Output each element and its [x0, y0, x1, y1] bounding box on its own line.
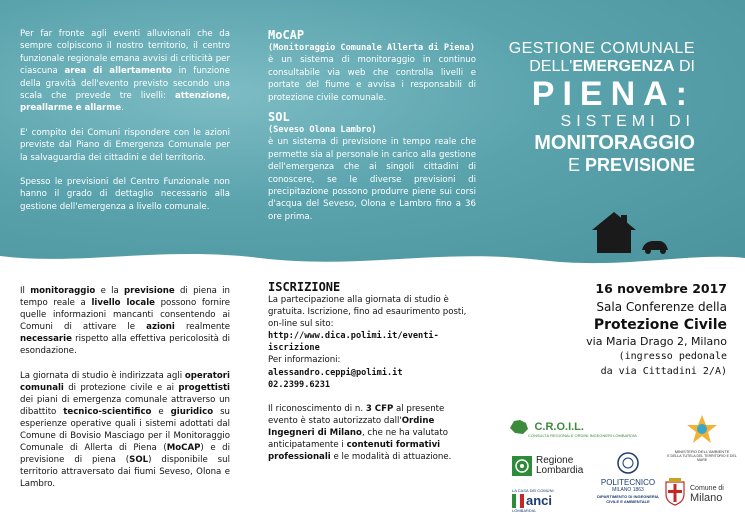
- regione-rose-icon: [512, 456, 532, 476]
- intro-paragraph-1: Per far fronte agli eventi alluvionali che da sempre colpiscono il nostro territorio, il centro funzionale regionale emana avvisi di criticità per ciascuna area di allertamento in funzione della gravità dell'evento previsto secondo una scala che prevede tre livelli: attenzione, preallarme e allarme.: [20, 29, 230, 114]
- registration-title: ISCRIZIONE: [268, 280, 341, 294]
- sol-title: SOL: [268, 110, 290, 125]
- event-entrance-2: da via Cittadini 2/A): [600, 366, 727, 377]
- title-line-3: PIENA:: [531, 75, 695, 113]
- description-paragraph-2: La giornata di studio è indirizzata agli operatori comunali di protezione civile e ai progettisti dei piani di emergenza comunale attraverso un dibattito tecnico-scientifico e giuridico su esperienze operative quali i sistemi adottati dal Comune di Bovisio Masciago per il Monitoraggio Comunale di Allerta di Piena (MoCAP) e di previsione di piena (SOL) disponibile sul territorio attraversato dai fiumi Seveso, Olona e Lambro.: [20, 370, 230, 490]
- ministero-star-icon: [685, 414, 719, 444]
- event-address: via Maria Drago 2, Milano: [586, 335, 727, 348]
- description-column: [20, 285, 230, 503]
- anci-logo: LA CASA DEI COMUNI anci LOMBARDIA: [512, 488, 554, 513]
- title-line-4: SISTEMI DI: [560, 113, 695, 130]
- mocap-description: è un sistema di monitoraggio in continuo consultabile via web che controlla livelli e portate del fiume e avvisa i responsabili di protezione civile comunale.: [268, 55, 476, 103]
- event-entrance-1: (ingresso pedonale: [618, 351, 727, 362]
- title-line-1: GESTIONE COMUNALE: [508, 40, 695, 57]
- mocap-title: MoCAP: [268, 28, 305, 42]
- event-info: [512, 280, 727, 379]
- comune-milano-logo: Comune di Milano: [664, 478, 740, 506]
- contact-email[interactable]: alessandro.ceppi@polimi.it: [268, 367, 403, 378]
- cfp-paragraph: Il riconoscimento di n. 3 CFP al presente evento è stato autorizzato dall'Ordine Ingegneri di Milano, che ne ha valutato anticipatamente i contenuti formativi professionali e le modalità di attuazione.: [268, 403, 452, 463]
- regione-lombardia-logo: Regione Lombardia: [512, 456, 592, 476]
- croil-logo: C.R.O.I.L. CONSULTA REGIONALE ORDINI INGEGNERI LOMBARDIA: [508, 418, 668, 438]
- registration-text: La partecipazione alla giornata di studio è gratuita. Iscrizione, fino ad esaurimento posti, on-line sul sito:: [268, 295, 467, 330]
- intro-paragraph-3: Spesso le previsioni del Centro Funzionale non hanno il grado di dettaglio necessario alla gestione dell'emergenza a livello comunale.: [20, 177, 230, 212]
- event-venue: Protezione Civile: [593, 317, 727, 333]
- registration-link[interactable]: http://www.dica.polimi.it/eventi-iscrizione: [268, 331, 439, 354]
- systems-column: [268, 28, 476, 223]
- event-hall: Sala Conferenze della: [596, 300, 727, 314]
- lombardy-map-icon: [508, 418, 530, 436]
- contact-phone: 02.2399.6231: [268, 379, 331, 390]
- title-line-2: DELL'EMERGENZA DI: [529, 58, 695, 75]
- title-line-6: E PREVISIONE: [567, 155, 695, 175]
- politecnico-logo: POLITECNICO MILANO 1863 DIPARTIMENTO DI INGEGNERIA CIVILE E AMBIENTALE: [588, 452, 668, 504]
- mocap-subtitle: (Monitoraggio Comunale Allerta di Piena): [268, 43, 475, 53]
- intro-column: [20, 28, 230, 213]
- title-line-5: MONITORAGGIO: [534, 132, 695, 154]
- flooded-house-icon: [588, 210, 678, 260]
- description-paragraph-1: Il monitoraggio e la previsione di piena in tempo reale a livello locale possono fornire quelle informazioni mancanti consentendo ai Comuni di attivare le azioni realmente necessarie rispetto alla effettiva pericolosità di esondazione.: [20, 286, 231, 357]
- brochure-title: [465, 40, 695, 176]
- event-date: 16 novembre 2017: [595, 281, 727, 296]
- ministero-logo: MINISTERO DELL'AMBIENTE E DELLA TUTELA DEL TERRITORIO E DEL MARE: [662, 414, 742, 462]
- sol-description: è un sistema di previsione in tempo reale che permette sia al personale in carico alla gestione dell'emergenza che ai singoli cittadini di conoscere, se le diverse previsioni di precipitazione possono produrre piene sui corsi d'acqua del Seveso, Olona e Lambro fino a 36 ore prima.: [268, 137, 476, 222]
- sol-subtitle: (Seveso Olona Lambro): [268, 125, 377, 136]
- registration-column: [268, 280, 476, 463]
- intro-paragraph-2: E' compito dei Comuni rispondere con le azioni previste dal Piano di Emergenza Comunale per la salvaguardia dei cittadini e del territorio.: [20, 127, 230, 163]
- politecnico-seal-icon: [617, 452, 639, 474]
- milano-crest-icon: [664, 478, 686, 506]
- info-label: Per informazioni:: [268, 355, 341, 366]
